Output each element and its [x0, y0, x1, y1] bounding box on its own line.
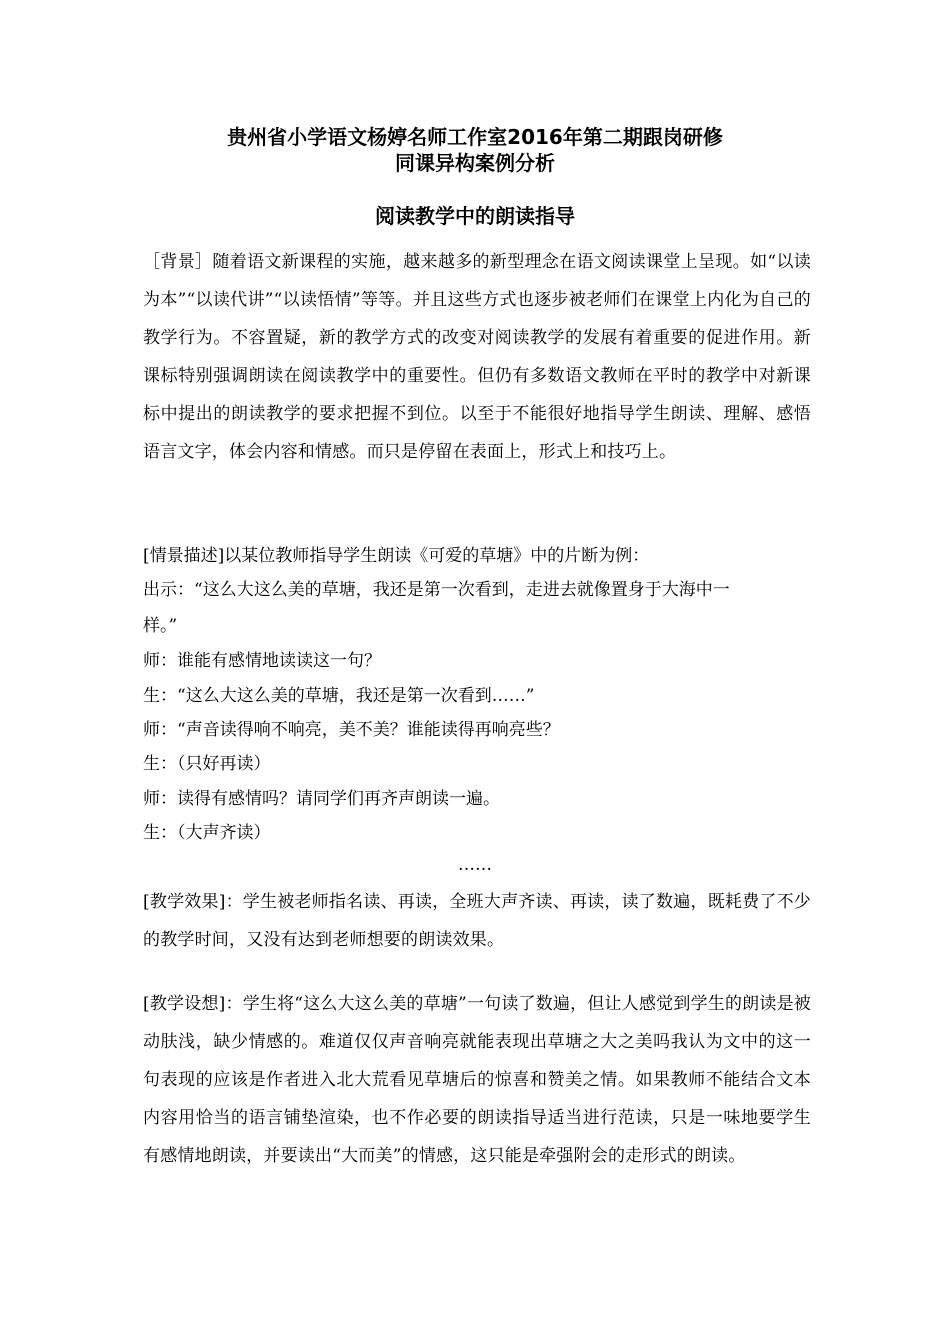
effect-paragraph	[143, 883, 811, 959]
dialog-line: 生：（大声齐读）	[143, 823, 271, 843]
document-subtitle: 阅读教学中的朗读指导	[375, 204, 575, 228]
reflection-paragraph	[143, 985, 811, 1175]
dialog-line: 师：读得有感情吗？请同学们再齐声朗读一遍。	[143, 789, 500, 809]
dialog-line: 师：谁能有感情地读读这一句？	[143, 651, 381, 671]
background-text: ［背景］随着语文新课程的实施，越来越多的新型理念在语文阅读课堂上呈现。如“以读为本”“以读代讲”“以读悟情”等等。并且这些方式也逐步被老师们在课堂上内化为自己的教学行为。不容置疑，新的教学方式的改变对阅读教学的发展有着重要的促进作用。新课标特别强调朗读在阅读教学中的重要性。但仍有多数语文教师在平时的教学中对新课标中提出的朗读教学的要求把握不到位。以至于不能很好地指导学生朗读、理解、感悟语言文字，体会内容和情感。而只是停留在表面上，形式上和技巧上。	[143, 252, 811, 462]
dialog-line: 生：“这么大这么美的草塘，我还是第一次看到……”	[143, 686, 535, 706]
reflection-text: [教学设想]：学生将“这么大这么美的草塘”一句读了数遍，但让人感觉到学生的朗读是被动肤浅，缺少情感的。难道仅仅声音响亮就能表现出草塘之大之美吗我认为文中的这一句表现的应该是作者进入北大荒看见草塘后的惊喜和赞美之情。如果教师不能结合文本内容用恰当的语言铺垫渲染，也不作必要的朗读指导适当进行范读，只是一味地要学生有感情地朗读，并要读出“大而美”的情感，这只能是牵强附会的走形式的朗读。	[143, 994, 811, 1166]
scenario-ellipsis: ……	[458, 855, 492, 875]
scenario-intro: [情景描述]以某位教师指导学生朗读《可爱的草塘》中的片断为例：	[143, 546, 650, 566]
effect-text: [教学效果]：学生被老师指名读、再读，全班大声齐读、再读，读了数遍，既耗费了不少的教学时间，又没有达到老师想要的朗读效果。	[143, 892, 811, 950]
background-paragraph	[143, 243, 811, 471]
dialog-line: 师：“声音读得响不响亮，美不美？谁能读得再响亮些？	[143, 720, 560, 740]
document-title-line1: 贵州省小学语文杨婷名师工作室2016年第二期跟岗研修	[227, 125, 723, 149]
scenario-display-line2: 样。”	[143, 616, 178, 636]
dialog-line: 生：（只好再读）	[143, 754, 271, 774]
scenario-display-line1: 出示：“这么大这么美的草塘，我还是第一次看到，走进去就像置身于大海中一	[143, 580, 730, 600]
document-title-line2: 同课异构案例分析	[395, 151, 555, 175]
